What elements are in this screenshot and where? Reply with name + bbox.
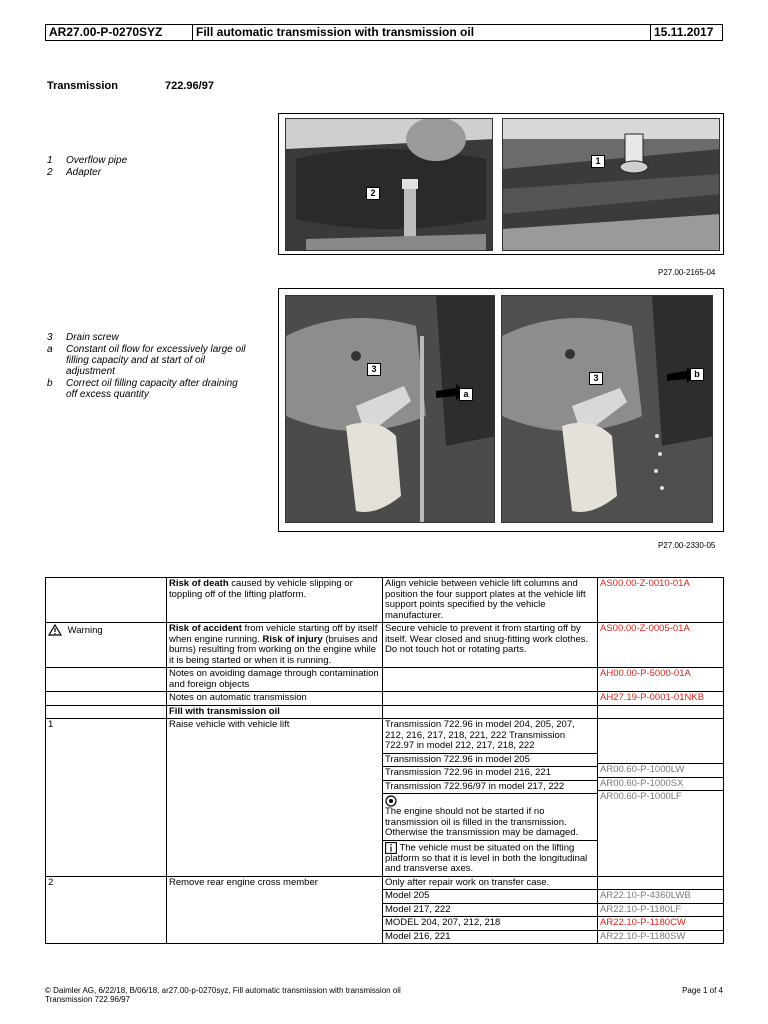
doc-date: 15.11.2017 [654, 25, 714, 39]
table-row: Fill with transmission oil [46, 705, 724, 719]
warning-icon [48, 624, 62, 636]
legend-item: b Correct oil filling capacity after draining off excess quantity [47, 378, 238, 400]
ref-link[interactable]: AR22.10-P-1180LF [600, 903, 682, 915]
callout-b: b [690, 368, 704, 381]
table-row: Notes on avoiding damage through contamination and foreign objects AH00.00-P-5000-01A [46, 668, 724, 692]
callout-a: a [459, 388, 473, 401]
procedure-table [45, 577, 724, 944]
figure1-photo-left [285, 118, 493, 251]
footer-subtitle: Transmission 722.96/97 [45, 995, 131, 1004]
figure1-photo-right [502, 118, 720, 251]
figure1-legend [47, 155, 256, 179]
ref-link[interactable]: AR22.10-P-1180SW [600, 930, 686, 942]
ref-link[interactable]: AH27.19-P-0001-01NKB [598, 692, 724, 706]
figure2-legend [47, 332, 256, 401]
table-row: Notes on automatic transmission AH27.19-P-0001-01NKB [46, 692, 724, 706]
page-footer [45, 986, 723, 1004]
ref-link[interactable]: AR00.60-P-1000LW [600, 764, 685, 775]
callout-3b: 3 [589, 372, 603, 385]
callout-3: 3 [367, 363, 381, 376]
document-header [45, 24, 723, 41]
figure2-id: P27.00-2330-05 [658, 541, 716, 550]
doc-title: Fill automatic transmission with transmission oil [193, 25, 651, 40]
callout-1: 1 [591, 155, 605, 168]
table-row-step1: 1 Raise vehicle with vehicle lift Transmission 722.96 in model 204, 205, 207, 212, 216, 217, 218, 221, 222 Transmission 722.97 in model 212, 217, 218, 222 Transmission 722.96 in model 205 Transmission 722.96 in model 216, 221 Transmission 722.96/97 in model 217, 222 The engine should not be started if no transmission oil is filled in the transmission. Otherwise the transmission may be damaged. The vehicle must be situated on the lifting platform so that it is level in both the longitudinal and transverse axes. AR00.60-P-1000LW AR00.60-P-1000SX AR00.60-P-1000LF [46, 719, 724, 877]
ref-link[interactable]: AR00.60-P-1000LF [600, 791, 682, 802]
table-row: Risk of death caused by vehicle slipping or toppling off of the lifting platform. Align vehicle between vehicle lift columns and position the four support plates at the vehicle lift support points specified by the vehicle manufacturer. AS00.00-Z-0010-01A [46, 578, 724, 623]
callout-2: 2 [366, 187, 380, 200]
ref-link[interactable]: AH00.00-P-5000-01A [598, 668, 724, 692]
ref-link[interactable]: AS00.00-Z-0005-01A [598, 623, 724, 668]
legend-item: 1 Overflow pipe [47, 155, 128, 166]
table-row-step2: 2 Remove rear engine cross member Only after repair work on transfer case. Model 205 Model 217, 222 MODEL 204, 207, 212, 218 Model 216, 221 AR22.10-P-4360LWB AR22.10-P-1180LF AR22.10-P-1180CW AR22.10-P-1180SW [46, 876, 724, 944]
legend-item: 3 Drain screw [47, 332, 119, 343]
table-row: Warning Risk of accident from vehicle starting off by itself when engine running. Risk of injury (bruises and burns) resulting from working on the engine while it is being started or when it is running. Secure vehicle to prevent it from starting off by itself. Wear closed and snug-fitting work clothes. Do not touch hot or rotating parts. AS00.00-Z-0005-01A [46, 623, 724, 668]
transmission-value: 722.96/97 [165, 80, 214, 92]
ref-link[interactable]: AR22.10-P-4360LWB [600, 890, 691, 902]
figure2-photo-right [501, 295, 713, 523]
doc-id: AR27.00-P-0270SYZ [46, 25, 193, 40]
figure1-id: P27.00-2165-04 [658, 268, 716, 277]
transmission-label: Transmission [47, 80, 118, 92]
figure2-frame [278, 288, 724, 532]
figure2-photo-left [285, 295, 495, 523]
ref-link[interactable]: AR00.60-P-1000SX [600, 777, 684, 789]
legend-item: 2 Adapter [47, 167, 102, 178]
page-number: Page 1 of 4 [682, 986, 723, 995]
ref-link[interactable]: AR22.10-P-1180CW [600, 917, 686, 929]
ref-link[interactable]: AS00.00-Z-0010-01A [598, 578, 724, 623]
footer-copyright: © Daimler AG, 6/22/18, B/06/18, ar27.00-p-0270syz, Fill automatic transmission with transmission oil [45, 986, 401, 995]
legend-item: a Constant oil flow for excessively large oil filling capacity and at start of oil adjustment [47, 344, 246, 377]
figure1-frame [278, 113, 724, 255]
